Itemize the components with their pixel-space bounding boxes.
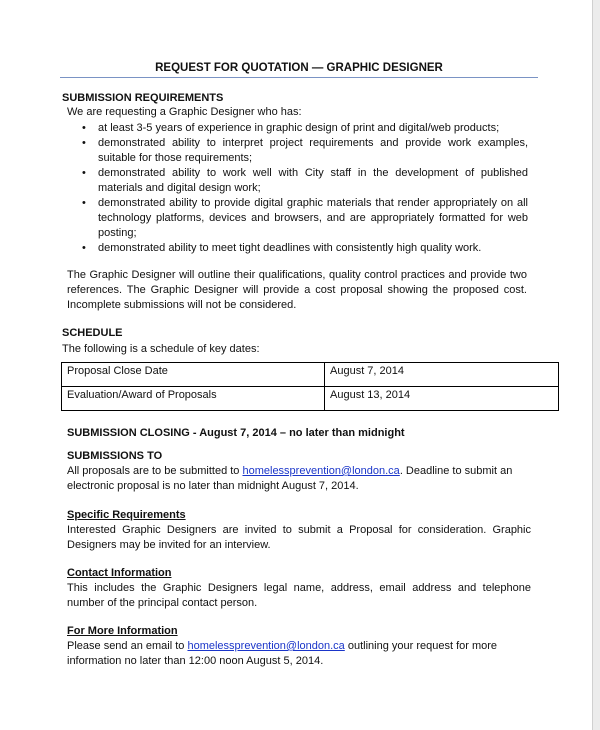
table-row <box>62 387 559 411</box>
contact-information-text: This includes the Graphic Designers legal name, address, email address and telephone number of the principal contact person. <box>67 582 531 609</box>
submissions-to-line1: All proposals are to be submitted to homelessprevention@london.ca. Deadline to submit an <box>67 465 513 477</box>
list-item: • demonstrated ability to interpret project requirements and provide work examples, suitable for those requirements; <box>82 137 528 164</box>
submission-email-link[interactable]: homelessprevention@london.ca <box>242 465 400 477</box>
title-rule <box>60 77 538 78</box>
more-information-heading: For More Information <box>67 625 178 637</box>
document-title: REQUEST FOR QUOTATION — GRAPHIC DESIGNER <box>155 62 443 74</box>
more-info-email-link[interactable]: homelessprevention@london.ca <box>187 640 345 652</box>
submission-requirements-intro: We are requesting a Graphic Designer who has: <box>67 106 302 118</box>
submission-closing: SUBMISSION CLOSING - August 7, 2014 – no later than midnight <box>67 427 405 439</box>
submission-requirements-paragraph: The Graphic Designer will outline their qualifications, quality control practices and provide two references. The Graphic Designer will provide a cost proposal showing the proposed cost. Incomplete submissions will not be considered. <box>67 269 527 311</box>
schedule-label: Evaluation/Award of Proposals <box>62 387 325 411</box>
schedule-table <box>61 362 559 411</box>
bullet-icon: • <box>82 242 86 254</box>
bullet-icon: • <box>82 122 86 134</box>
list-item: • at least 3-5 years of experience in graphic design of print and digital/web products; <box>82 122 500 134</box>
more-information-line1: Please send an email to homelessprevention@london.ca outlining your request for more <box>67 640 498 652</box>
table-row <box>62 363 559 387</box>
requirements-list <box>82 121 528 256</box>
more-information-line2: information no later than 12:00 noon August 5, 2014. <box>67 655 324 667</box>
contact-information-heading: Contact Information <box>67 567 172 579</box>
schedule-intro: The following is a schedule of key dates: <box>62 343 260 355</box>
bullet-icon: • <box>82 167 86 179</box>
submission-requirements-heading: SUBMISSION REQUIREMENTS <box>62 92 224 104</box>
schedule-heading: SCHEDULE <box>62 327 123 339</box>
submissions-to-line2: electronic proposal is no later than midnight August 7, 2014. <box>67 480 359 492</box>
list-item: • demonstrated ability to meet tight deadlines with consistently high quality work. <box>82 242 482 254</box>
list-item: • demonstrated ability to work well with City staff in the development of published materials and digital design work; <box>82 167 528 194</box>
bullet-icon: • <box>82 137 86 149</box>
schedule-date: August 7, 2014 <box>325 363 559 387</box>
specific-requirements-heading: Specific Requirements <box>67 509 186 521</box>
submissions-to-heading: SUBMISSIONS TO <box>67 450 163 462</box>
bullet-icon: • <box>82 197 86 209</box>
schedule-date: August 13, 2014 <box>325 387 559 411</box>
schedule-label: Proposal Close Date <box>62 363 325 387</box>
list-item: • demonstrated ability to provide digital graphic materials that render appropriately on all technology platforms, devices and browsers, and are appropriately formatted for web posting; <box>82 197 528 239</box>
specific-requirements-text: Interested Graphic Designers are invited to submit a Proposal for consideration. Graphic Designers may be invited for an interview. <box>67 524 531 551</box>
